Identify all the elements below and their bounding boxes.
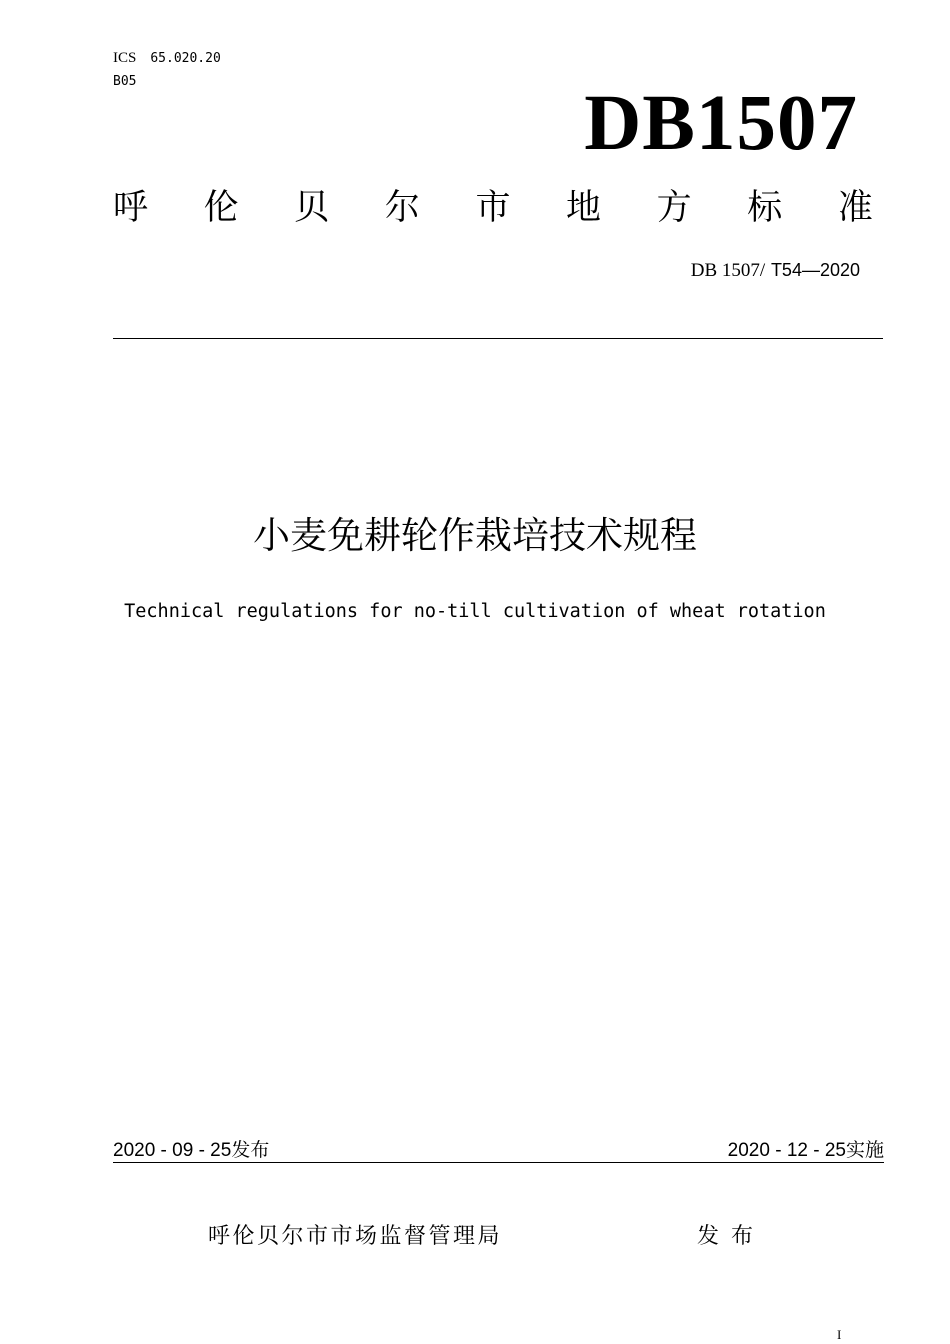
category-char: 准 xyxy=(837,188,873,228)
category-char: 市 xyxy=(475,188,511,228)
category-char: 地 xyxy=(566,188,602,228)
ics-code: 65.020.20 xyxy=(150,51,221,66)
publish-label: 发布 xyxy=(697,1224,766,1249)
issue-date-line xyxy=(113,1138,269,1163)
issue-date: 2020 - 09 - 25 xyxy=(113,1140,232,1161)
category-char: 尔 xyxy=(384,188,420,228)
footer-divider xyxy=(113,1162,884,1163)
page-number: I xyxy=(837,1327,842,1342)
category-char: 标 xyxy=(747,188,783,228)
implementation-date-line xyxy=(728,1138,884,1163)
issue-label: 发布 xyxy=(231,1139,270,1161)
standard-category xyxy=(113,186,873,230)
standard-number-prefix: DB 1507/ xyxy=(690,260,766,281)
publisher-name: 呼伦贝尔市市场监督管理局 xyxy=(208,1224,503,1249)
ccs-code: B05 xyxy=(113,74,137,89)
implementation-label: 实施 xyxy=(845,1139,884,1161)
document-title-english: Technical regulations for no-till cultivation of wheat rotation xyxy=(124,601,826,622)
standard-number xyxy=(691,259,860,282)
ics-line xyxy=(113,50,221,67)
implementation-date: 2020 - 12 - 25 xyxy=(727,1140,846,1161)
ics-label: ICS xyxy=(113,50,137,66)
category-char: 方 xyxy=(656,188,692,228)
document-title-chinese: 小麦免耕轮作栽培技术规程 xyxy=(253,514,697,557)
category-char: 呼 xyxy=(113,188,149,228)
standard-number-suffix: T54—2020 xyxy=(770,260,860,280)
header-divider xyxy=(113,338,883,339)
category-char: 贝 xyxy=(294,188,330,228)
category-char: 伦 xyxy=(203,188,239,228)
db-standard-logo: DB1507 xyxy=(584,80,858,167)
